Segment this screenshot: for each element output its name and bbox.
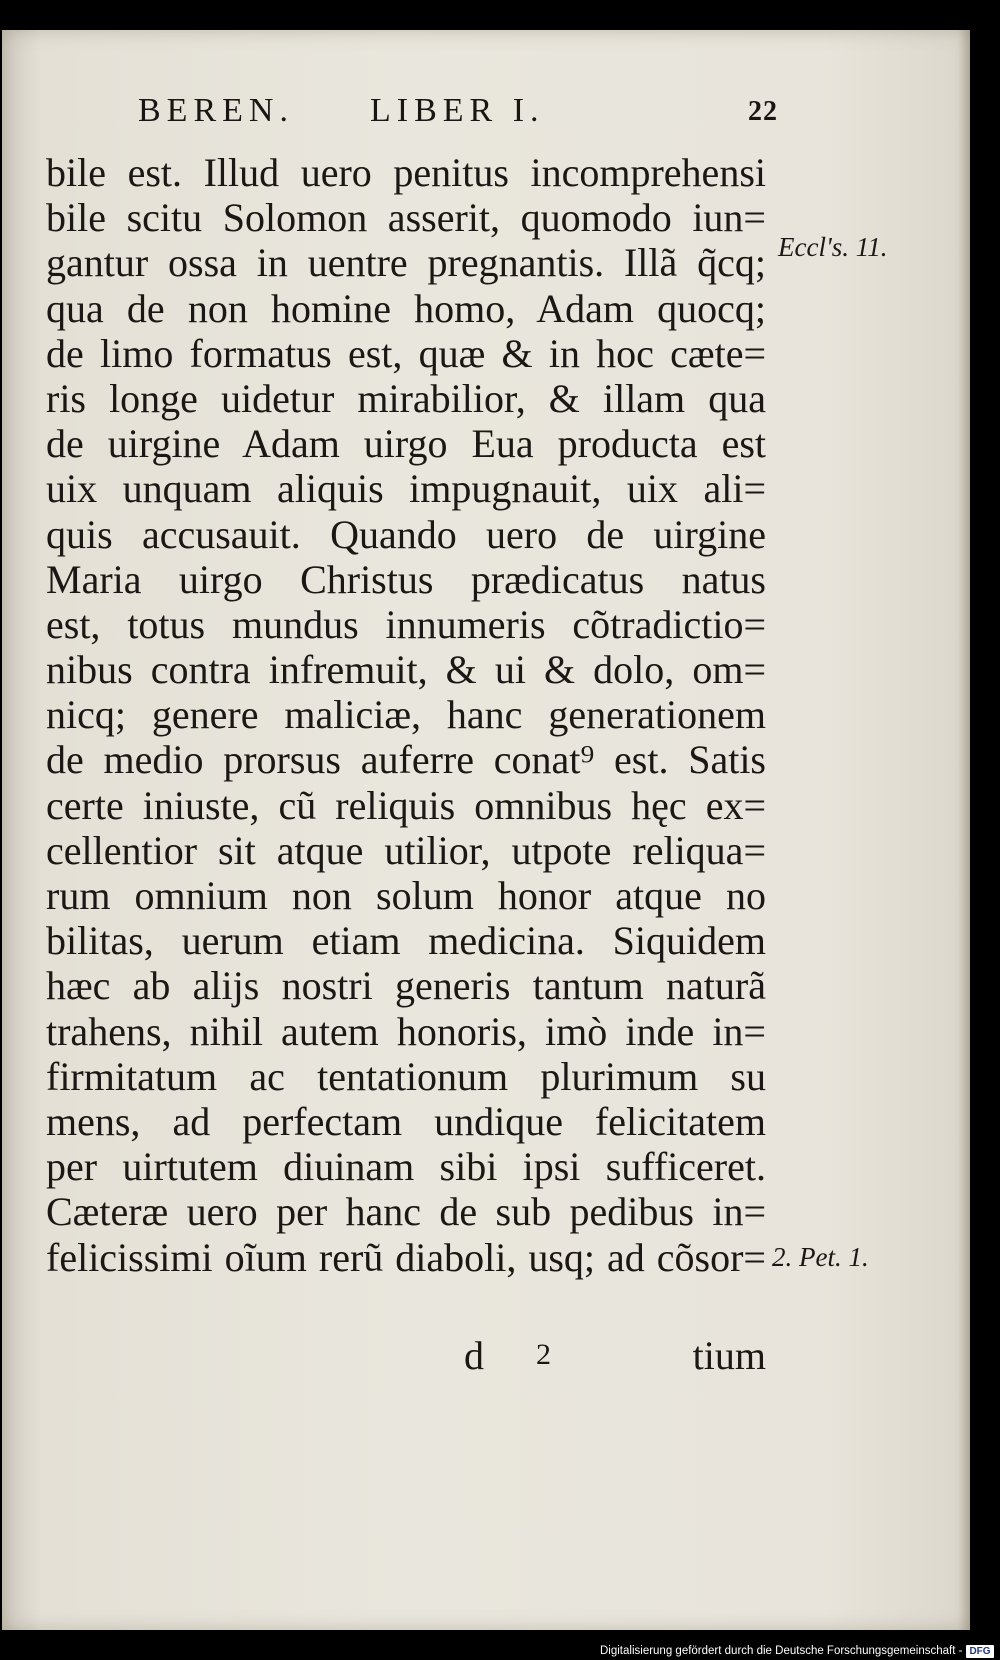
text-line: de medio prorsus auferre conat⁹ est. Satis <box>46 737 766 783</box>
text-line: Cæteræ uero per hanc de sub pedibus in= <box>46 1189 766 1235</box>
main-text-block <box>46 150 766 1280</box>
running-title-left: BEREN. <box>138 92 294 129</box>
text-line: cellentior sit atque utilior, utpote reliqua= <box>46 827 766 873</box>
text-line: de limo formatus est, quæ & in hoc cæte= <box>46 330 766 376</box>
text-line: gantur ossa in uentre pregnantis. Illã q̃cq; <box>46 240 766 286</box>
text-line: uix unquam aliquis impugnauit, uix ali= <box>46 466 766 512</box>
text-line: rum omnium non solum honor atque no <box>46 873 766 918</box>
text-line: nicq; genere maliciæ, hanc generationem <box>46 692 766 738</box>
text-line: Maria uirgo Christus prædicatus natus <box>46 556 766 602</box>
page-number: 22 <box>748 96 778 127</box>
text-line: est, totus mundus innumeris cõtradictio= <box>46 601 766 647</box>
text-line: per uirtutem diuinam sibi ipsi sufficeret. <box>46 1144 766 1190</box>
signature-catchword-line <box>46 1332 766 1380</box>
text-line: ris longe uidetur mirabilior, & illam qua <box>46 375 766 421</box>
text-line: mens, ad perfectam undique felicitatem <box>46 1098 766 1144</box>
text-line: hæc ab alijs nostri generis tantum naturã <box>46 963 766 1009</box>
running-header <box>138 92 778 142</box>
footer-text: Digitalisierung gefördert durch die Deutsche Forschungsgemeinschaft - <box>600 1645 963 1657</box>
dfg-logo-icon: DFG <box>966 1645 993 1658</box>
text-line: trahens, nihil autem honoris, imò inde in= <box>46 1008 766 1054</box>
text-line: bilitas, uerum etiam medicina. Siquidem <box>46 918 766 964</box>
text-line: bile est. Illud uero penitus incomprehensi <box>46 150 766 195</box>
text-line: certe iniuste, cũ reliquis omnibus hęc ex= <box>46 782 766 828</box>
running-title-mid: LIBER I. <box>370 92 545 129</box>
page-edge-shadow <box>958 30 970 1630</box>
text-line: bile scitu Solomon asserit, quomodo iun= <box>46 195 766 241</box>
signature-letter: d <box>464 1333 484 1378</box>
text-line: quis accusauit. Quando uero de uirgine <box>46 511 766 557</box>
text-line: felicissimi oĩum rerũ diaboli, usq; ad cõsor= <box>46 1234 766 1280</box>
margin-note-ecclesiastes: Eccl's. 11. <box>778 232 888 262</box>
footer-credit <box>600 1642 994 1660</box>
text-line: firmitatum ac tentationum plurimum su <box>46 1053 766 1099</box>
text-line: qua de non homine homo, Adam quocq; <box>46 285 766 331</box>
margin-note-peter: 2. Pet. 1. <box>772 1242 869 1272</box>
text-line: nibus contra infremuit, & ui & dolo, om= <box>46 647 766 693</box>
text-line: de uirgine Adam uirgo Eua producta est <box>46 421 766 467</box>
catchword: tium <box>692 1333 766 1378</box>
signature-number: 2 <box>536 1338 551 1371</box>
